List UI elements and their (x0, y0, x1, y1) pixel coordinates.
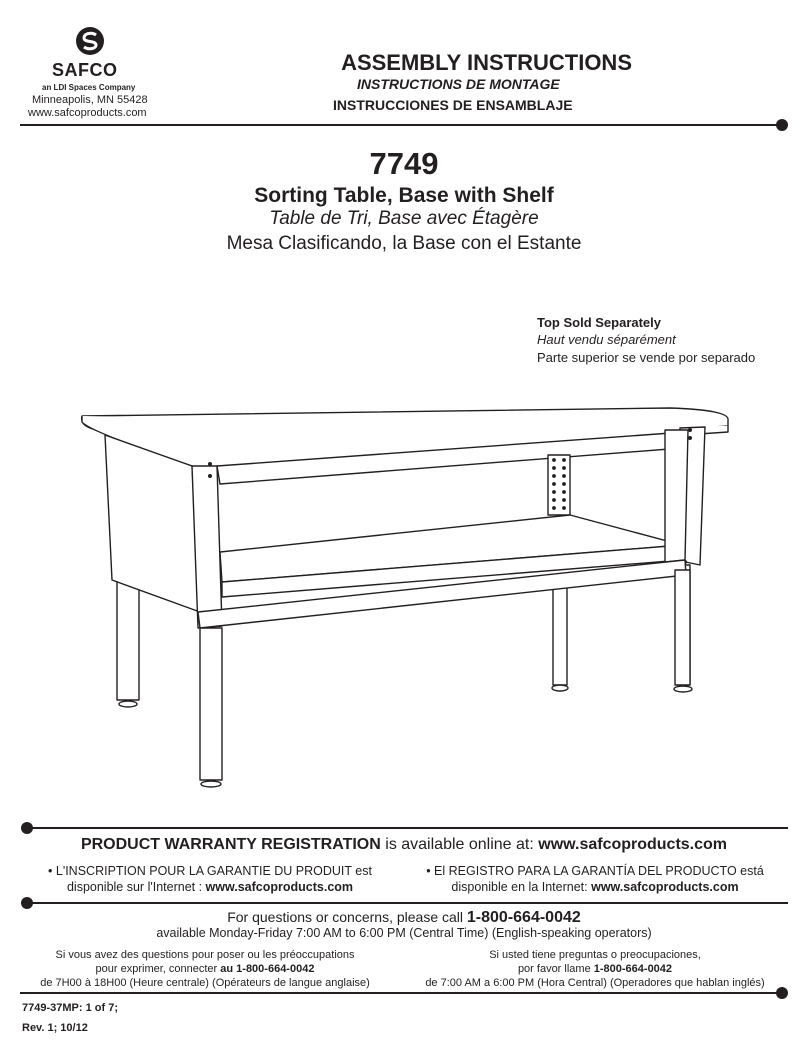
product-name-es: Mesa Clasificando, la Base con el Estante (226, 233, 582, 254)
warranty-rule-top (30, 827, 788, 829)
warranty-fr-line2 (30, 879, 390, 895)
warranty-es-line1: • El REGISTRO PARA LA GARANTÍA DEL PRODUCTO está (426, 864, 764, 878)
contact-rule (20, 992, 778, 994)
company-website: www.safcoproducts.com (28, 107, 147, 119)
header-rule (20, 124, 782, 126)
title-fr: INSTRUCTIONS DE MONTAGE (357, 76, 560, 92)
warranty-heading-bold: PRODUCT WARRANTY REGISTRATION (80, 836, 381, 853)
product-name-fr: Table de Tri, Base avec Étagère (269, 208, 539, 229)
contact-es-2 (405, 962, 785, 976)
contact-es-phone: 1-800-664-0042 (593, 963, 673, 975)
contact-fr-2a: pour exprimer, connecter (95, 963, 221, 975)
contact-fr (20, 948, 390, 990)
product-model: 7749 (369, 146, 439, 181)
note-fr: Haut vendu séparément (537, 332, 676, 347)
title-es: INSTRUCCIONES DE ENSAMBLAJE (333, 97, 573, 113)
warranty-fr (30, 863, 390, 895)
safco-logo (20, 26, 160, 126)
contact-es-2a: por favor llame (517, 963, 594, 975)
title-en: ASSEMBLY INSTRUCTIONS (341, 50, 632, 75)
warranty-rule-bottom (30, 902, 788, 904)
note-en: Top Sold Separately (537, 315, 662, 330)
warranty-fr-link[interactable]: www.safcoproducts.com (205, 880, 354, 894)
contact-fr-2 (20, 962, 390, 976)
warranty-rule-bottom-dot (21, 897, 33, 909)
product-name-en: Sorting Table, Base with Shelf (254, 184, 554, 207)
footer-doc: 7749-37MP: 1 of 7; (22, 1002, 118, 1014)
contact-line1 (0, 909, 808, 927)
contact-fr-1: Si vous avez des questions pour poser ou les préoccupations (55, 949, 355, 961)
note-es: Parte superior se vende por separado (537, 350, 756, 365)
footer-rev: Rev. 1; 10/12 (22, 1022, 88, 1034)
contact-line1-text: For questions or concerns, please call (227, 909, 467, 925)
contact-phone[interactable]: 1-800-664-0042 (466, 909, 581, 926)
warranty-es-line2-text: disponible en la Internet: (451, 880, 592, 894)
contact-rule-dot (776, 987, 788, 999)
warranty-fr-line1: • L'INSCRIPTION POUR LA GARANTIE DU PRODUIT est (48, 864, 372, 878)
warranty-es (415, 863, 775, 895)
contact-es-1: Si usted tiene preguntas o preocupaciones, (489, 949, 701, 961)
warranty-heading (0, 836, 808, 854)
header-rule-dot (776, 119, 788, 131)
contact-es-3: de 7:00 AM a 6:00 PM (Hora Central) (Operadores que hablan inglés) (425, 977, 765, 989)
warranty-es-link[interactable]: www.safcoproducts.com (591, 880, 739, 894)
company-parent: an LDI Spaces Company (42, 83, 136, 92)
contact-fr-phone: au 1-800-664-0042 (220, 963, 315, 975)
contact-fr-3: de 7H00 à 18H00 (Heure centrale) (Opérateurs de langue anglaise) (40, 977, 370, 989)
warranty-fr-line2-text: disponible sur l'Internet : (66, 880, 206, 894)
contact-es (405, 948, 785, 990)
sorting-table-illustration (70, 380, 740, 800)
warranty-rule-top-dot (21, 822, 33, 834)
warranty-link[interactable]: www.safcoproducts.com (538, 836, 728, 853)
company-city: Minneapolis, MN 55428 (32, 94, 148, 106)
warranty-heading-mid: is available online at: (380, 836, 539, 853)
contact-line2: available Monday-Friday 7:00 AM to 6:00 PM (Central Time) (English-speaking operators) (156, 926, 652, 940)
safco-s-icon (75, 26, 105, 56)
warranty-es-line2 (415, 879, 775, 895)
company-name: SAFCO (52, 60, 118, 80)
